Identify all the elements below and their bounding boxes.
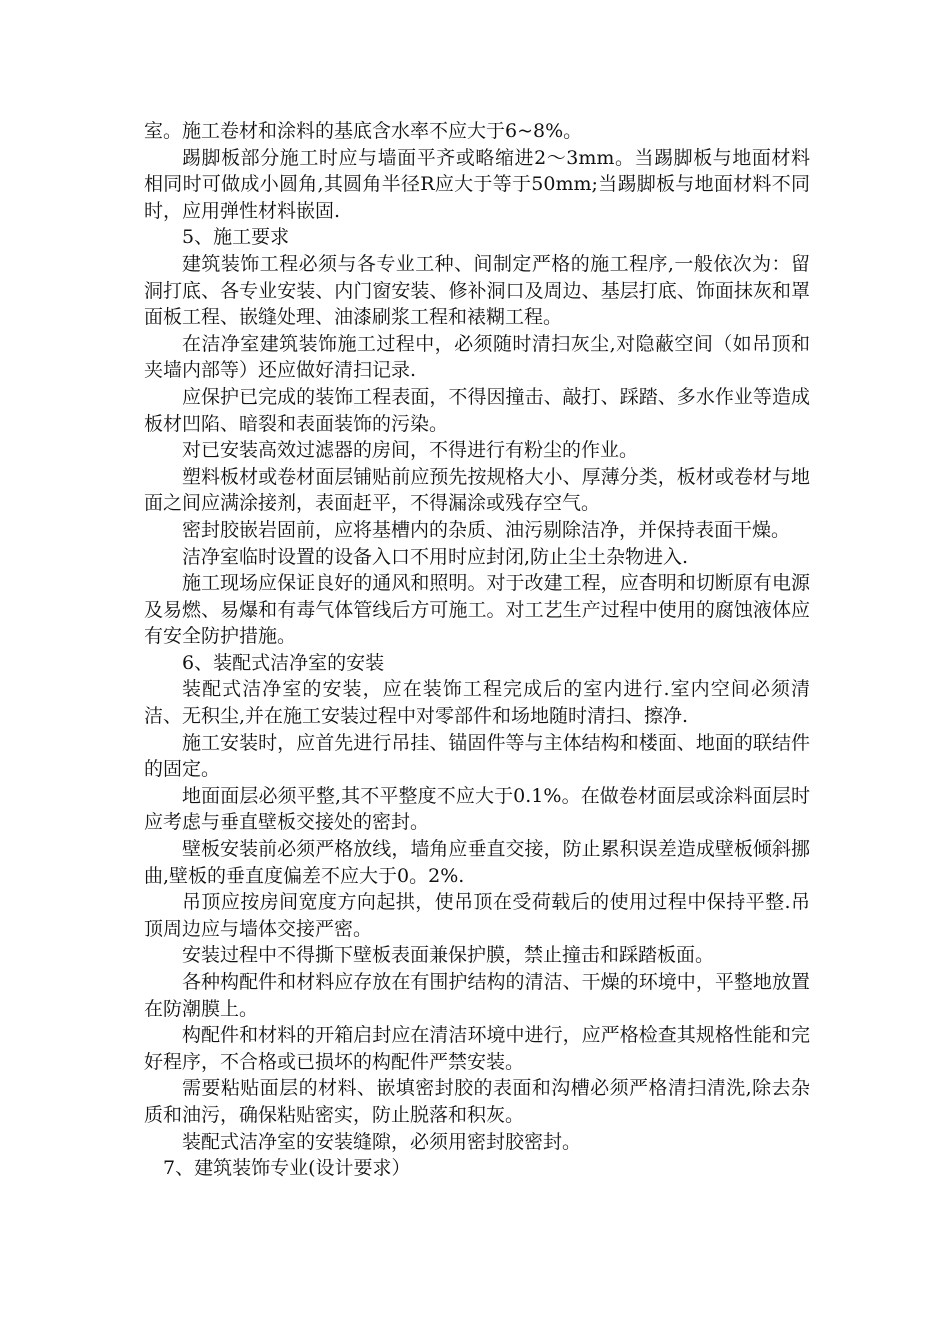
paragraph-fixings: 施工安装时，应首先进行吊挂、锚固件等与主体结构和楼面、地面的联结件的固定。 [144,731,810,781]
paragraph-protective-film: 安装过程中不得撕下壁板表面兼保护膜，禁止撞击和踩踏板面。 [182,944,715,967]
paragraph-dust-cleaning: 在洁净室建筑装饰施工过程中，必须随时清扫灰尘,对隐蔽空间（如吊顶和夹墙内部等）还应做好清扫记录. [144,332,810,382]
section-heading-6: 6、装配式洁净室的安装 [182,651,385,674]
paragraph-plastic-sheets: 塑料板材或卷材面层铺贴前应预先按规格大小、厚薄分类，板材或卷材与地面之间应满涂接剂，表面赶平，不得漏涂或残存空气。 [144,465,810,515]
paragraph-construction-sequence: 建筑装饰工程必须与各专业工种、间制定严格的施工程序,一般依次为：留洞打底、各专业安装、内门窗安装、修补洞口及周边、基层打底、饰面抹灰和罩面板工程、嵌缝处理、油漆刷浆工程和裱糊工程。 [144,252,810,329]
paragraph-continuation: 室。施工卷材和涂料的基底含水率不应大于6~8%。 [144,120,583,142]
paragraph-ventilation-safety: 施工现场应保证良好的通风和照明。对于改建工程，应杳明和切断原有电源及易燃、易爆和有毒气体管线后方可施工。对工艺生产过程中使用的腐蚀液体应有安全防护措施。 [144,572,810,648]
paragraph-floor-flatness: 地面面层必须平整,其不平整度不应大于0.1%。在做卷材面层或涂料面层时应考虑与垂直壁板交接处的密封。 [144,784,810,834]
paragraph-baseboard: 踢脚板部分施工时应与墙面平齐或略缩进2～3mm。当踢脚板与地面材料相同时可做成小圆角,其圆角半径R应大于等于50mm;当踢脚板与地面材料不同时，应用弹性材料嵌固. [144,146,810,222]
paragraph-storage: 各种构配件和材料应存放在有围护结构的清洁、干燥的环境中，平整地放置在防潮膜上。 [144,971,810,1020]
paragraph-adhesion: 需要粘贴面层的材料、嵌填密封胶的表面和沟槽必须严格清扫清洗,除去杂质和油污，确保粘贴密实，防止脱落和积灰。 [144,1077,810,1126]
section-heading-7: 7、建筑装饰专业(设计要求） [163,1157,411,1180]
paragraph-unpacking: 构配件和材料的开箱启封应在清洁环境中进行，应严格检查其规格性能和完好程序，不合格或已损坏的构配件严禁安装。 [144,1024,810,1073]
paragraph-wall-panels: 壁板安装前必须严格放线，墙角应垂直交接，防止累积误差造成壁板倾斜挪曲,壁板的垂直度偏差不应大于0。2%. [144,838,810,887]
paragraph-joints: 装配式洁净室的安装缝隙，必须用密封胶密封。 [182,1130,582,1153]
paragraph-assembly-clean: 装配式洁净室的安装，应在装饰工程完成后的室内进行.室内空间必须清洁、无积尘,并在施工安装过程中对零部件和场地随时清扫、擦净. [144,678,810,728]
paragraph-equipment-entrance: 洁净室临时设置的设备入口不用时应封闭,防止尘土杂物进入. [182,545,689,568]
paragraph-ceiling: 吊顶应按房间宽度方向起拱，使吊顶在受荷载后的使用过程中保持平整.吊顶周边应与墙体交接严密。 [144,891,810,940]
paragraph-surface-protection: 应保护已完成的装饰工程表面，不得因撞击、敲打、踩踏、多水作业等造成板材凹陷、暗裂和表面装饰的污染。 [144,385,810,435]
paragraph-sealant: 密封胶嵌岩固前，应将基槽内的杂质、油污剔除洁净，并保持表面干燥。 [182,518,791,541]
section-heading-5: 5、施工要求 [182,226,290,249]
document-page [144,118,810,1182]
paragraph-hepa-rooms: 对已安装高效过滤器的房间，不得进行有粉尘的作业。 [182,439,639,462]
